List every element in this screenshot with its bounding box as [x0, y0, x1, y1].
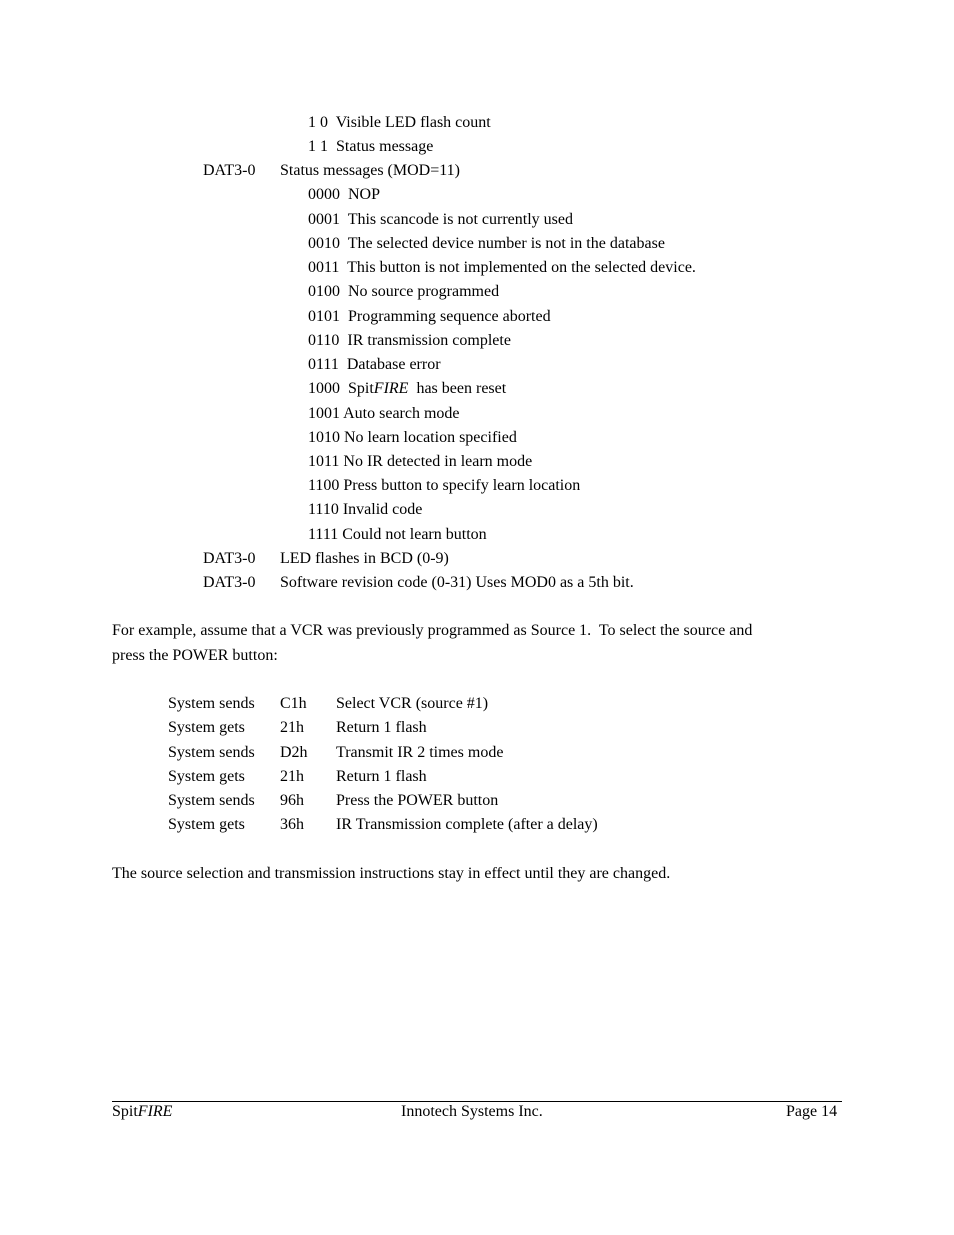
footer-company: Innotech Systems Inc.	[401, 1103, 543, 1120]
status-message-line: 0111 Database error	[308, 356, 441, 373]
mod-code-line: 1 0 Visible LED flash count	[308, 114, 491, 131]
footer-product-italic: FIRE	[137, 1103, 173, 1120]
example-who: System sends	[168, 695, 255, 712]
footer-product-prefix: Spit	[112, 1103, 138, 1120]
dat-label: DAT3-0	[203, 162, 256, 179]
dat-description: Software revision code (0-31) Uses MOD0 as a 5th bit.	[280, 574, 634, 591]
example-intro-line: For example, assume that a VCR was previously programmed as Source 1. To select the source and	[112, 622, 753, 639]
status-message-line-reset	[308, 380, 506, 398]
closing-paragraph: The source selection and transmission instructions stay in effect until they are changed.	[112, 865, 671, 882]
example-who: System gets	[168, 816, 245, 833]
status-message-line: 0110 IR transmission complete	[308, 332, 511, 349]
dat-description: LED flashes in BCD (0-9)	[280, 550, 449, 567]
status-message-line: 1011 No IR detected in learn mode	[308, 453, 533, 470]
footer-page-number: Page 14	[786, 1103, 838, 1120]
status-message-line: 0101 Programming sequence aborted	[308, 308, 551, 325]
status-message-line: 1111 Could not learn button	[308, 526, 487, 543]
status-message-line: 1001 Auto search mode	[308, 405, 460, 422]
example-desc: Return 1 flash	[336, 719, 427, 736]
example-desc: Select VCR (source #1)	[336, 695, 489, 712]
example-code: C1h	[280, 695, 307, 712]
example-desc: IR Transmission complete (after a delay)	[336, 816, 598, 833]
reset-product-italic: FIRE	[373, 380, 409, 397]
reset-prefix: 1000 Spit	[308, 380, 374, 397]
footer-divider	[112, 1101, 842, 1102]
status-message-line: 0011 This button is not implemented on the selected device.	[308, 259, 696, 276]
example-desc: Return 1 flash	[336, 768, 427, 785]
example-intro-line: press the POWER button:	[112, 647, 278, 664]
reset-suffix: has been reset	[408, 380, 507, 397]
status-message-line: 1100 Press button to specify learn location	[308, 477, 581, 494]
status-message-line: 1010 No learn location specified	[308, 429, 517, 446]
example-desc: Press the POWER button	[336, 792, 499, 809]
example-code: 36h	[280, 816, 304, 833]
mod-code-line: 1 1 Status message	[308, 138, 434, 155]
example-code: 21h	[280, 719, 304, 736]
status-message-line: 0000 NOP	[308, 186, 381, 203]
example-who: System sends	[168, 744, 255, 761]
status-message-line: 1110 Invalid code	[308, 501, 423, 518]
example-who: System sends	[168, 792, 255, 809]
status-message-line: 0100 No source programmed	[308, 283, 500, 300]
example-who: System gets	[168, 768, 245, 785]
example-desc: Transmit IR 2 times mode	[336, 744, 504, 761]
example-code: 21h	[280, 768, 304, 785]
example-who: System gets	[168, 719, 245, 736]
dat-label: DAT3-0	[203, 550, 256, 567]
footer-product	[112, 1103, 172, 1121]
example-code: D2h	[280, 744, 308, 761]
dat-label: DAT3-0	[203, 574, 256, 591]
example-code: 96h	[280, 792, 304, 809]
status-message-line: 0010 The selected device number is not in the database	[308, 235, 665, 252]
dat-description: Status messages (MOD=11)	[280, 162, 460, 179]
status-message-line: 0001 This scancode is not currently used	[308, 211, 573, 228]
